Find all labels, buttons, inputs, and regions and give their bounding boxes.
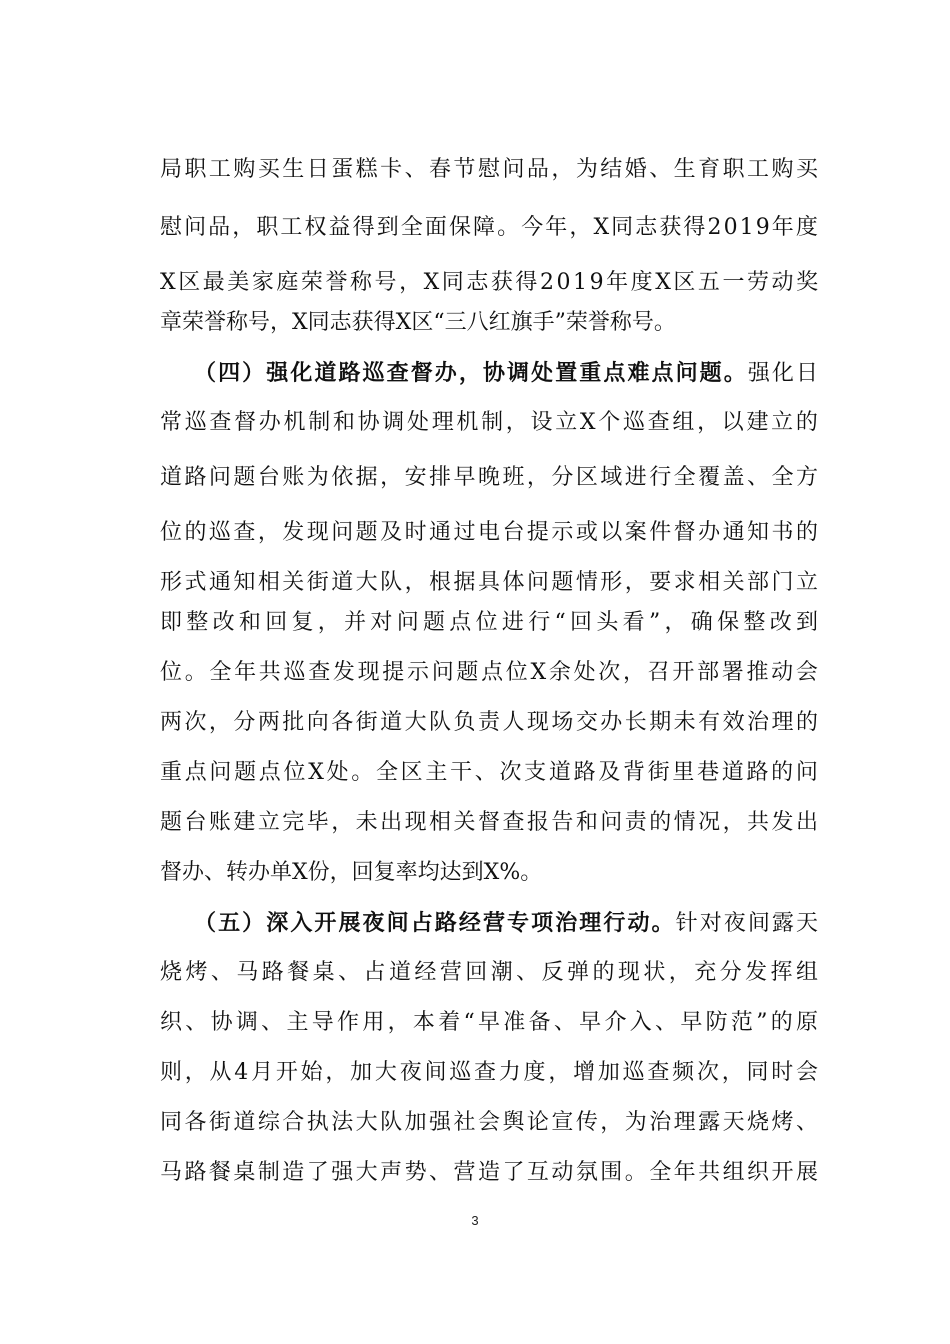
- text-line: [0, 403, 950, 443]
- text-line: [0, 303, 950, 343]
- text-line: [0, 513, 950, 553]
- line-text: 形式通知相关街道大队，根据具体问题情形，要求相关部门立: [160, 570, 821, 595]
- line-text: 则，从4月开始，加大夜间巡查力度，增加巡查频次，同时会: [160, 1060, 821, 1085]
- line-text: 重点问题点位X处。全区主干、次支道路及背街里巷道路的问: [160, 760, 821, 785]
- line-text: 即整改和回复，并对问题点位进行“回头看”，确保整改到: [160, 610, 823, 635]
- text-line: [0, 653, 950, 693]
- line-text: 慰问品，职工权益得到全面保障。今年，X同志获得2019年度: [160, 215, 820, 240]
- text-line: [0, 703, 950, 743]
- text-line: [0, 263, 950, 303]
- text-line: [0, 853, 950, 893]
- text-line: [0, 458, 950, 498]
- text-line: [0, 1103, 950, 1143]
- text-line: [0, 150, 950, 190]
- text-line: [0, 603, 950, 643]
- text-line: [0, 753, 950, 793]
- line-text: 同各街道综合执法大队加强社会舆论宣传，为治理露天烧烤、: [160, 1110, 821, 1135]
- line-text: 位。全年共巡查发现提示问题点位X余处次，召开部署推动会: [160, 660, 821, 685]
- line-text: 章荣誉称号，X同志获得X区“三八红旗手”荣誉称号。: [160, 310, 676, 335]
- section-heading: （四）强化道路巡查督办，协调处置重点难点问题。: [194, 360, 748, 386]
- text-line: [0, 953, 950, 993]
- text-line: [0, 1053, 950, 1093]
- line-text: 局职工购买生日蛋糕卡、春节慰问品，为结婚、生育职工购买: [160, 157, 821, 182]
- line-text: X区最美家庭荣誉称号，X同志获得2019年度X区五一劳动奖: [160, 270, 821, 295]
- text-line: [0, 803, 950, 843]
- text-line: [0, 563, 950, 603]
- line-text: 道路问题台账为依据，安排早晚班，分区域进行全覆盖、全方: [160, 465, 821, 490]
- line-text: 马路餐桌制造了强大声势、营造了互动氛围。全年共组织开展: [160, 1160, 821, 1185]
- line-text: 常巡查督办机制和协调处理机制，设立X个巡查组，以建立的: [160, 410, 821, 435]
- line-text: 两次，分两批向各街道大队负责人现场交办长期未有效治理的: [160, 710, 821, 735]
- line-text: 织、协调、主导作用，本着“早准备、早介入、早防范”的原: [160, 1010, 822, 1035]
- line-text: 位的巡查，发现问题及时通过电台提示或以案件督办通知书的: [160, 520, 821, 545]
- section-heading: （五）深入开展夜间占路经营专项治理行动。: [194, 910, 676, 936]
- line-text: （五）深入开展夜间占路经营专项治理行动。针对夜间露天: [194, 910, 821, 936]
- line-text: 烧烤、马路餐桌、占道经营回潮、反弹的现状，充分发挥组: [160, 960, 822, 985]
- section-heading-line: [0, 903, 950, 943]
- line-text: 题台账建立完毕，未出现相关督查报告和问责的情况，共发出: [160, 810, 821, 835]
- page-number: 3: [471, 1213, 479, 1228]
- text-line: [0, 1003, 950, 1043]
- line-text: 督办、转办单X份，回复率均达到X%。: [160, 860, 543, 885]
- line-text: （四）强化道路巡查督办，协调处置重点难点问题。强化日: [194, 360, 821, 386]
- text-line: [0, 208, 950, 248]
- text-line: [0, 1153, 950, 1193]
- section-heading-line: [0, 353, 950, 393]
